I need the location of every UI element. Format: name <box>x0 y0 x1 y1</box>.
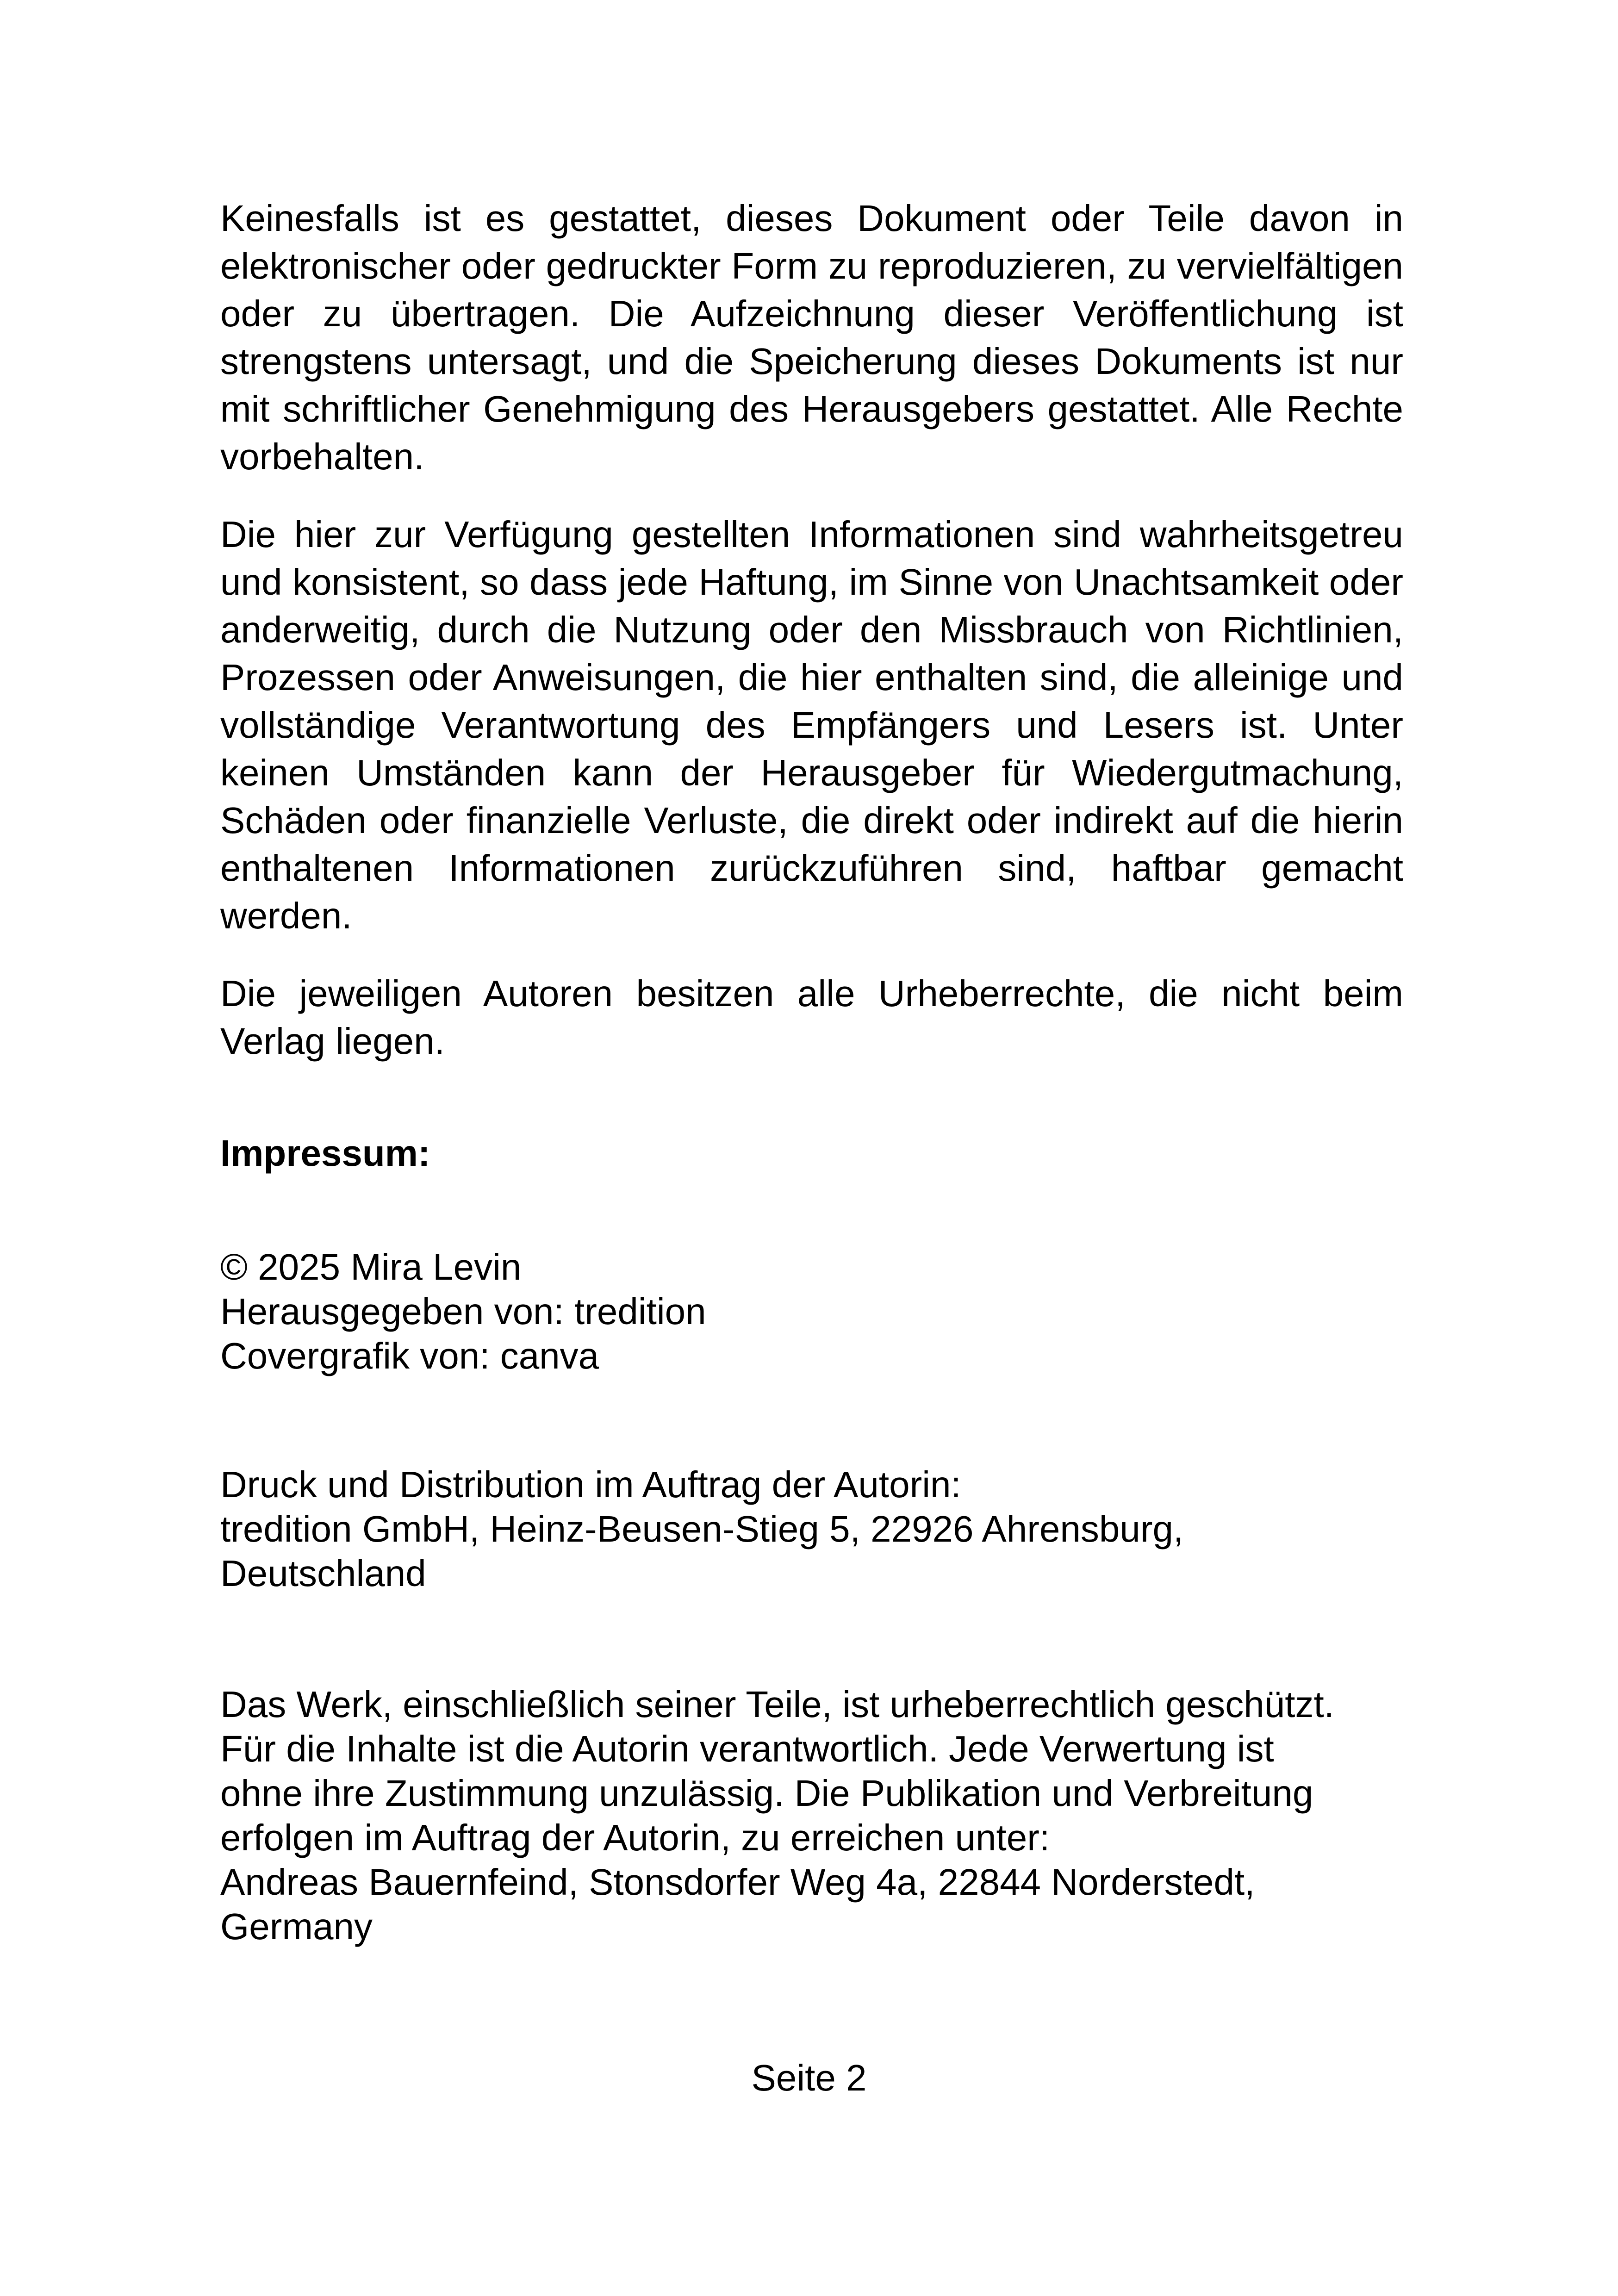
notice-line: ohne ihre Zustimmung unzulässig. Die Publikation und Verbreitung <box>220 1773 1313 1814</box>
distribution-line: tredition GmbH, Heinz-Beusen-Stieg 5, 22926 Ahrensburg, <box>220 1508 1184 1549</box>
credit-publisher: Herausgegeben von: tredition <box>220 1291 706 1332</box>
legal-text <box>220 194 1403 1065</box>
notice-line: Das Werk, einschließlich seiner Teile, ist urheberrechtlich geschützt. <box>220 1684 1334 1725</box>
impressum-heading-wrap <box>220 1129 1403 1177</box>
impressum-heading: Impressum: <box>220 1132 430 1174</box>
paragraph-rights: Keinesfalls ist es gestattet, dieses Dokument oder Teile davon in elektronischer oder gedruckter Form zu reproduzieren, zu vervielfältigen oder zu übertragen. Die Aufzeichnung dieser Veröffentlichung ist strengstens untersagt, und die Speicherung dieses Dokuments ist nur mit schriftlicher Genehmigung des Herausgebers gestattet. Alle Rechte vorbehalten. <box>220 198 1403 477</box>
distribution-line: Druck und Distribution im Auftrag der Autorin: <box>220 1464 961 1505</box>
paragraph-liability: Die hier zur Verfügung gestellten Informationen sind wahrheitsgetreu und konsistent, so dass jede Haftung, im Sinne von Unachtsamkeit oder anderweitig, durch die Nutzung oder den Missbrauch von Richtlinien, Prozessen oder Anweisungen, die hier enthalten sind, die alleinige und vollständige Verantwortung des Empfängers und Lesers ist. Unter keinen Umständen kann der Herausgeber für Wiedergutmachung, Schäden oder finanzielle Verluste, die direkt oder indirekt auf die hierin enthaltenen Informationen zurückzuführen sind, haftbar gemacht werden. <box>220 514 1403 936</box>
impressum-copyright-notice <box>220 1682 1403 1949</box>
notice-line: Germany <box>220 1906 373 1947</box>
page-number: Seite 2 <box>751 2057 867 2098</box>
impressum-distribution <box>220 1462 1403 1596</box>
impressum-credits <box>220 1245 1403 1378</box>
credit-copyright: © 2025 Mira Levin <box>220 1246 522 1288</box>
notice-line: Andreas Bauernfeind, Stonsdorfer Weg 4a, 22844 Norderstedt, <box>220 1861 1255 1903</box>
credit-cover: Covergrafik von: canva <box>220 1335 599 1376</box>
paragraph-authors: Die jeweiligen Autoren besitzen alle Urheberrechte, die nicht beim Verlag liegen. <box>220 973 1403 1062</box>
distribution-line: Deutschland <box>220 1553 426 1594</box>
notice-line: Für die Inhalte ist die Autorin verantwortlich. Jede Verwertung ist <box>220 1728 1274 1769</box>
notice-line: erfolgen im Auftrag der Autorin, zu erreichen unter: <box>220 1817 1050 1858</box>
